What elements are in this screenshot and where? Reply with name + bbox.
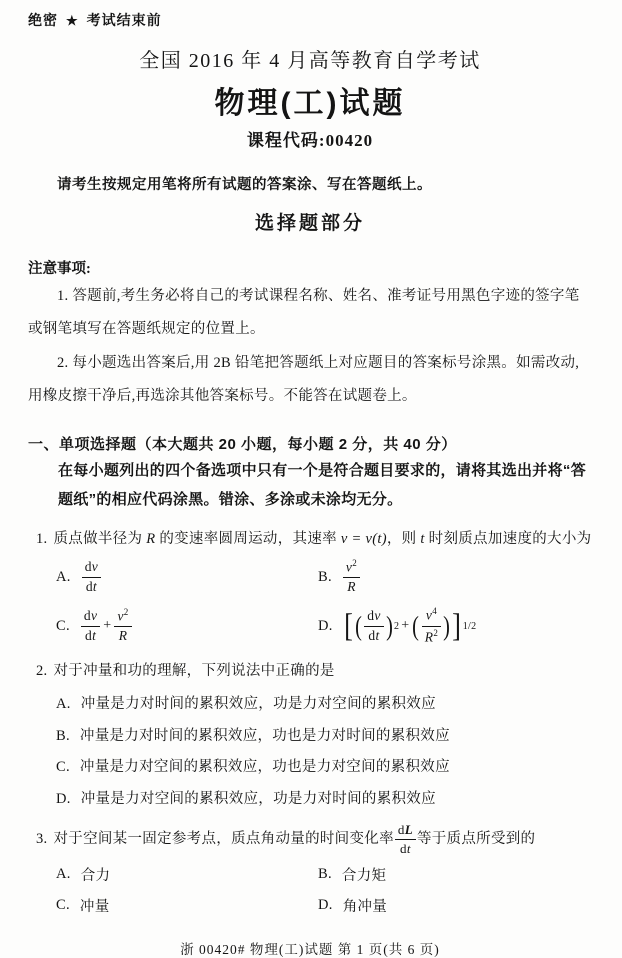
formula-dL-dt: $\frac{dL}{dt}$ <box>395 822 416 858</box>
formula-v2-over-R: $\frac{v^2}{R}$ <box>342 558 361 596</box>
note-item-1: 1. 答题前,考生务必将自己的考试课程名称、姓名、准考证号用黑色字迹的签字笔或钢笔填写在答题纸规定的位置上。 <box>28 288 580 337</box>
option-text: 冲量是力对空间的累积效应，功是力对时间的累积效应 <box>80 790 436 807</box>
option-label: D. <box>56 790 71 807</box>
section-one-note: 在每小题列出的四个备选项中只有一个是符合题目要求的，请将其选出并将“答题纸”的相应代码涂黑。错涂、多涂或未涂均无分。 <box>58 461 587 508</box>
answer-sheet-notice: 请考生按规定用笔将所有试题的答案涂、写在答题纸上。 <box>57 177 432 193</box>
question-2 <box>28 658 592 810</box>
q3-option-d[interactable] <box>318 895 592 916</box>
option-label: D. <box>318 896 333 913</box>
formula-dv-dt: $\frac{dv}{dt}$ <box>81 559 102 596</box>
option-text: 冲量是力对时间的累积效应，功也是力对时间的累积效应 <box>79 727 450 744</box>
option-text: 冲量是力对时间的累积效应，功是力对空间的累积效应 <box>80 696 436 713</box>
question-3 <box>28 822 592 916</box>
question-2-stem <box>28 658 592 684</box>
stem-text: 对于空间某一固定参考点，质点角动量的时间变化率 <box>53 831 394 848</box>
option-text: 冲量是力对空间的累积效应，功也是力对空间的累积效应 <box>79 759 450 776</box>
question-1-stem <box>28 526 592 552</box>
formula-root-sum-squares: [ ( $\frac{dv}{dt}$ ) 2 + ( $\frac{v^4}{R^2}$ ) ] 1/2 <box>343 606 477 645</box>
option-label: A. <box>56 865 71 882</box>
option-label: A. <box>56 568 71 585</box>
q1-option-d[interactable] <box>318 606 592 646</box>
option-label: C. <box>56 896 70 913</box>
question-1-options <box>28 558 592 646</box>
q2-option-b[interactable] <box>56 725 592 747</box>
stem-text: 对于冲量和功的理解，下列说法中正确的是 <box>53 663 335 680</box>
var-t: t <box>420 531 425 547</box>
option-text: 合力 <box>80 867 111 884</box>
star-icon: ★ <box>66 13 79 28</box>
section-one-title: 一、单项选择题（本大题共 20 小题，每小题 2 分，共 40 分） <box>28 435 457 453</box>
option-label: B. <box>318 568 332 585</box>
stem-text: 的变速率圆周运动，其速率 <box>155 531 341 547</box>
question-number: 3. <box>36 831 48 848</box>
stem-text: 等于质点所受到的 <box>416 831 536 848</box>
var-R: R <box>146 531 156 547</box>
option-label: C. <box>56 617 70 634</box>
section-one <box>28 433 592 515</box>
notes-title: 注意事项: <box>28 261 91 277</box>
option-text: 角冲量 <box>342 898 388 915</box>
secrecy-line <box>28 10 592 30</box>
q1-option-c[interactable] <box>56 606 318 646</box>
option-label: D. <box>318 617 333 634</box>
q2-option-c[interactable] <box>56 756 592 778</box>
stem-text: 质点做半径为 <box>53 531 147 547</box>
q1-option-a[interactable] <box>56 558 318 596</box>
option-label: B. <box>318 865 332 882</box>
question-2-options <box>28 693 592 810</box>
notes-block <box>28 257 592 413</box>
option-text: 冲量 <box>79 898 110 915</box>
stem-text: 时刻质点加速度的大小为 <box>424 531 592 547</box>
timing-label: 考试结束前 <box>86 14 162 29</box>
question-1 <box>28 526 592 646</box>
note-item-2: 2. 每小题选出答案后,用 2B 铅笔把答题纸上对应题目的答案标号涂黑。如需改动,用橡皮擦干净后,再选涂其他答案标号。不能答在试题卷上。 <box>28 355 580 404</box>
page-footer: 浙 00420# 物理(工)试题 第 1 页(共 6 页) <box>180 941 440 957</box>
option-label: B. <box>56 727 70 744</box>
var-veq: v = v(t) <box>340 531 387 547</box>
question-number: 2. <box>36 663 48 680</box>
q2-option-d[interactable] <box>56 788 592 810</box>
q2-option-a[interactable] <box>56 693 592 715</box>
paper-title: 物理(工)试题 <box>214 87 406 120</box>
stem-text: ，则 <box>386 531 421 547</box>
formula-dvdt-plus-v2R: $\frac{dv}{dt}$ + $\frac{v^2}{R}$ <box>80 607 133 645</box>
secrecy-label: 绝密 <box>28 14 58 29</box>
q1-option-b[interactable] <box>318 558 592 596</box>
q3-option-b[interactable] <box>318 864 592 885</box>
exam-title: 全国 2016 年 4 月高等教育自学考试 <box>139 50 481 72</box>
question-3-stem <box>28 822 592 858</box>
q3-option-a[interactable] <box>56 864 318 885</box>
option-label: C. <box>56 759 70 776</box>
q3-option-c[interactable] <box>56 895 318 916</box>
question-number: 1. <box>36 531 48 547</box>
option-label: A. <box>56 696 71 713</box>
part-heading: 选择题部分 <box>254 213 365 234</box>
option-text: 合力矩 <box>341 867 387 884</box>
course-code: 课程代码:00420 <box>246 131 374 150</box>
